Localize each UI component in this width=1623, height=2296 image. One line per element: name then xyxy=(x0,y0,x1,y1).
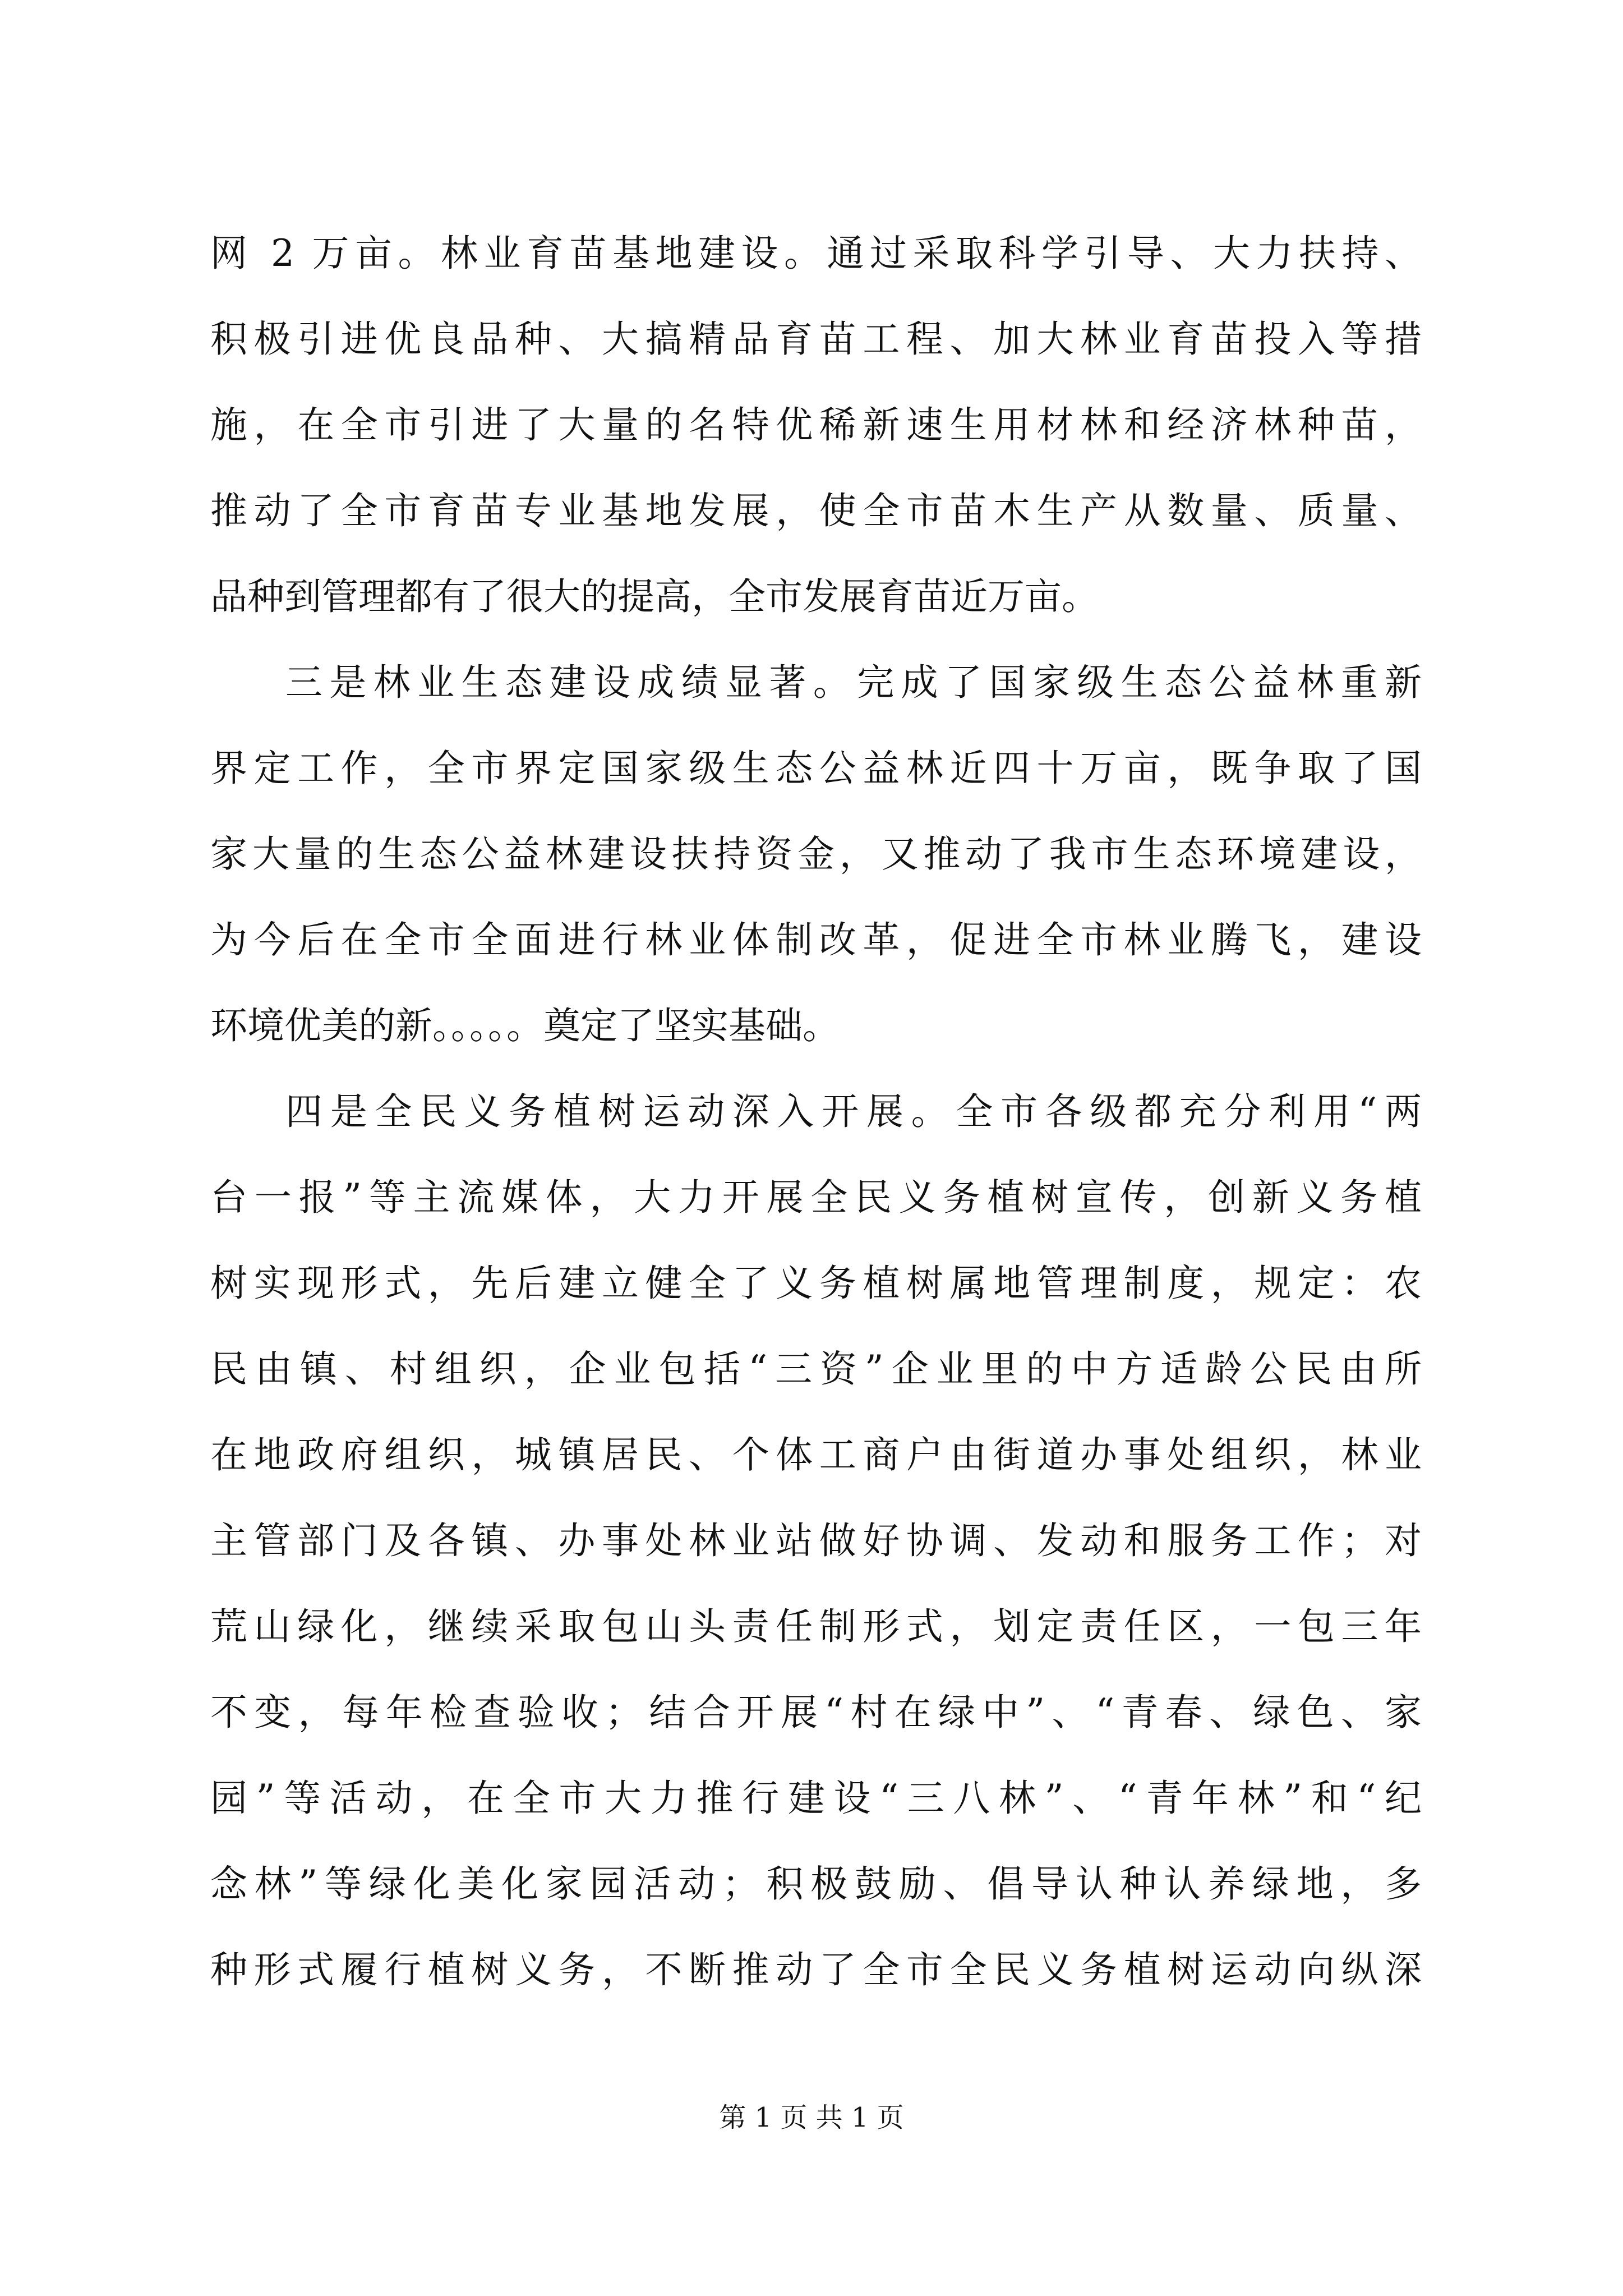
text-line: 念林”等绿化美化家园活动；积极鼓励、倡导认种认养绿地，多 xyxy=(210,1862,1422,1906)
text-line: 品种到管理都有了很大的提高，全市发展育苗近万亩。 xyxy=(210,575,1099,618)
text-line: 园”等活动，在全市大力推行建设“三八林”、“青年林”和“纪 xyxy=(210,1777,1422,1820)
text-line: 环境优美的新。。。。。奠定了坚实基础。 xyxy=(210,1004,840,1047)
text-line: 在地政府组织，城镇居民、个体工商户由街道办事处组织，林业 xyxy=(210,1433,1422,1476)
text-line: 界定工作，全市界定国家级生态公益林近四十万亩，既争取了国 xyxy=(210,747,1422,790)
paragraph-start-line: 四是全民义务植树运动深入开展。全市各级都充分利用“两 xyxy=(285,1090,1422,1133)
text-line: 主管部门及各镇、办事处林业站做好协调、发动和服务工作；对 xyxy=(210,1519,1422,1562)
text-line: 台一报”等主流媒体，大力开展全民义务植树宣传，创新义务植 xyxy=(210,1176,1422,1219)
paragraph-start-line: 三是林业生态建设成绩显著。完成了国家级生态公益林重新 xyxy=(285,661,1422,704)
text-line: 荒山绿化，继续采取包山头责任制形式，划定责任区，一包三年 xyxy=(210,1605,1422,1648)
text-line: 民由镇、村组织，企业包括“三资”企业里的中方适龄公民由所 xyxy=(210,1347,1422,1391)
text-line: 积极引进优良品种、大搞精品育苗工程、加大林业育苗投入等措 xyxy=(210,318,1422,361)
text-line: 推动了全市育苗专业基地发展，使全市苗木生产从数量、质量、 xyxy=(210,489,1422,532)
text-line: 网 2 万亩。林业育苗基地建设。通过采取科学引导、大力扶持、 xyxy=(210,232,1422,275)
text-line: 树实现形式，先后建立健全了义务植树属地管理制度，规定：农 xyxy=(210,1262,1422,1305)
text-line: 不变，每年检查验收；结合开展“村在绿中”、“青春、绿色、家 xyxy=(210,1691,1422,1734)
text-line: 为今后在全市全面进行林业体制改革，促进全市林业腾飞，建设 xyxy=(210,918,1422,961)
document-body xyxy=(210,210,1422,2013)
text-line: 家大量的生态公益林建设扶持资金，又推动了我市生态环境建设， xyxy=(210,832,1422,876)
page-number-footer: 第 1 页 共 1 页 xyxy=(719,2102,904,2133)
text-line: 施，在全市引进了大量的名特优稀新速生用材林和经济林种苗， xyxy=(210,403,1422,447)
text-line: 种形式履行植树义务，不断推动了全市全民义务植树运动向纵深 xyxy=(210,1948,1422,1991)
